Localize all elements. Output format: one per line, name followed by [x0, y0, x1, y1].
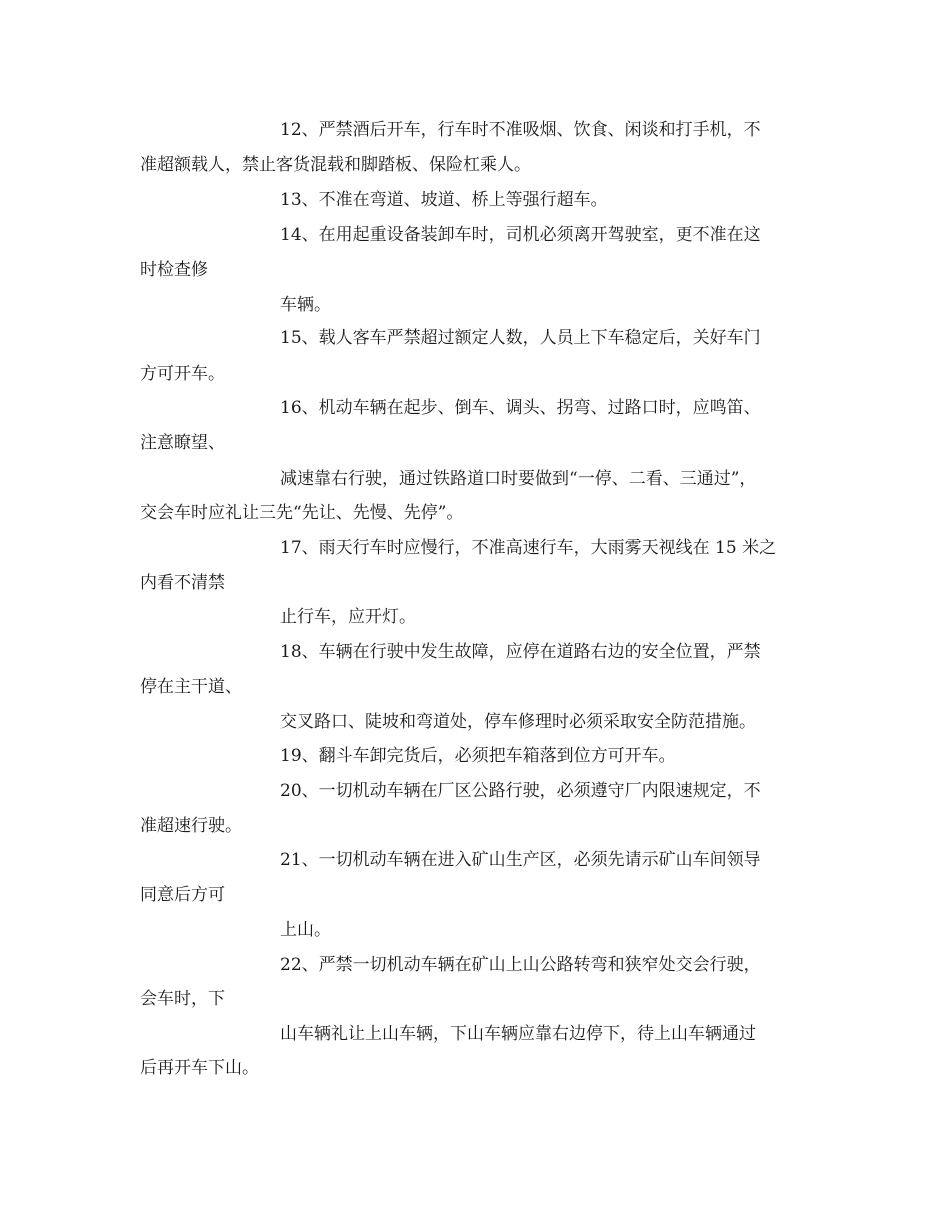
text-line: 车辆。 — [280, 295, 331, 315]
text-line: 14、在用起重设备装卸车时，司机必须离开驾驶室，更不准在这 — [280, 225, 761, 245]
text-line: 注意瞭望、 — [140, 433, 225, 453]
text-line: 16、机动车辆在起步、倒车、调头、拐弯、过路口时，应鸣笛、 — [280, 398, 761, 418]
text-line: 时检查修 — [140, 260, 208, 280]
text-line: 交叉路口、陡坡和弯道处，停车修理时必须采取安全防范措施。 — [280, 712, 756, 732]
text-line: 20、一切机动车辆在厂区公路行驶，必须遵守厂内限速规定，不 — [280, 781, 761, 801]
text-line: 19、翻斗车卸完货后，必须把车箱落到位方可开车。 — [280, 746, 676, 766]
text-line: 减速靠右行驶，通过铁路道口时要做到“一停、二看、三通过”， — [280, 469, 757, 489]
text-line: 上山。 — [280, 920, 331, 940]
text-line: 停在主干道、 — [140, 677, 242, 697]
text-line: 交会车时应礼让三先“先让、先慢、先停”。 — [140, 503, 464, 523]
text-line: 22、严禁一切机动车辆在矿山上山公路转弯和狭窄处交会行驶， — [280, 955, 761, 975]
text-line: 17、雨天行车时应慢行，不准高速行车，大雨雾天视线在 15 米之 — [280, 538, 777, 558]
text-line: 山车辆礼让上山车辆，下山车辆应靠右边停下，待上山车辆通过 — [280, 1024, 756, 1044]
text-line: 12、严禁酒后开车，行车时不准吸烟、饮食、闲谈和打手机，不 — [280, 120, 761, 140]
text-line: 止行车，应开灯。 — [280, 607, 416, 627]
text-line: 准超额载人，禁止客货混载和脚踏板、保险杠乘人。 — [140, 155, 531, 175]
text-line: 内看不清禁 — [140, 573, 225, 593]
text-line: 15、载人客车严禁超过额定人数，人员上下车稳定后，关好车门 — [280, 328, 761, 348]
text-line: 13、不准在弯道、坡道、桥上等强行超车。 — [280, 190, 608, 210]
text-line: 21、一切机动车辆在进入矿山生产区，必须先请示矿山车间领导 — [280, 850, 761, 870]
text-line: 同意后方可 — [140, 885, 225, 905]
text-line: 后再开车下山。 — [140, 1058, 259, 1078]
text-line: 方可开车。 — [140, 364, 225, 384]
text-line: 18、车辆在行驶中发生故障，应停在道路右边的安全位置，严禁 — [280, 642, 761, 662]
text-line: 会车时，下 — [140, 989, 225, 1009]
text-line: 准超速行驶。 — [140, 816, 242, 836]
